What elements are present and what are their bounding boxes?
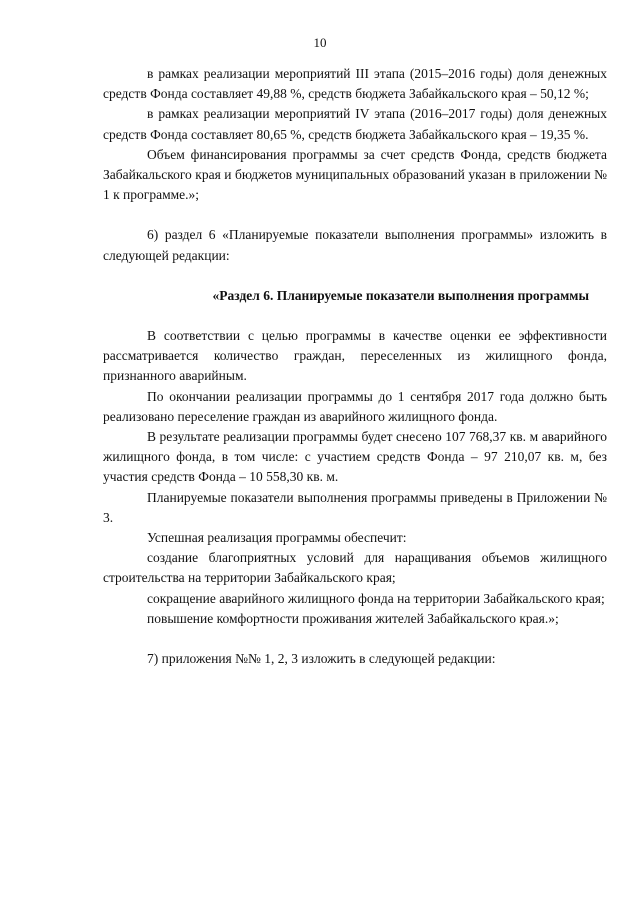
list-item-construction: создание благоприятных условий для наращивания объемов жилищного строительства на территории Забайкальского края; [103, 550, 607, 586]
paragraph-stage-3: в рамках реализации мероприятий III этапа (2015–2016 годы) доля денежных средств Фонда составляет 49,88 %, средств бюджета Забайкальского края – 50,12 %; [103, 66, 607, 102]
section-heading: «Раздел 6. Планируемые показатели выполнения программы [212, 287, 589, 303]
document-body [103, 64, 607, 669]
paragraph-effectiveness: В соответствии с целью программы в качестве оценки ее эффективности рассматривается количество граждан, переселенных из жилищного фонда, признанного аварийным. [103, 328, 607, 384]
paragraph-indicators-reference: Планируемые показатели выполнения программы приведены в Приложении № 3. [103, 489, 607, 525]
paragraph-deadline: По окончании реализации программы до 1 сентября 2017 года должно быть реализовано переселение граждан из аварийного жилищного фонда. [103, 388, 607, 424]
list-item-reduction: сокращение аварийного жилищного фонда на территории Забайкальского края; [147, 590, 605, 606]
paragraph-stage-4: в рамках реализации мероприятий IV этапа (2016–2017 годы) доля денежных средств Фонда составляет 80,65 %, средств бюджета Забайкальского края – 19,35 %. [103, 106, 607, 142]
paragraph-amendment-7: 7) приложения №№ 1, 2, 3 изложить в следующей редакции: [147, 651, 496, 667]
page-number: 10 [313, 35, 327, 50]
paragraph-amendment-6: 6) раздел 6 «Планируемые показатели выполнения программы» изложить в следующей редакции: [103, 227, 607, 263]
list-item-comfort: повышение комфортности проживания жителей Забайкальского края.»; [147, 610, 559, 626]
paragraph-outcomes-intro: Успешная реализация программы обеспечит: [147, 530, 407, 546]
paragraph-financing-volume: Объем финансирования программы за счет средств Фонда, средств бюджета Забайкальского края и бюджетов муниципальных образований указан в приложении № 1 к программе.»; [103, 146, 607, 203]
paragraph-demolition: В результате реализации программы будет снесено 107 768,37 кв. м аварийного жилищного фонда, в том числе: с участием средств Фонда – 97 210,07 кв. м, без участия средств Фонда – 10 558,30 кв. м. [103, 429, 607, 485]
